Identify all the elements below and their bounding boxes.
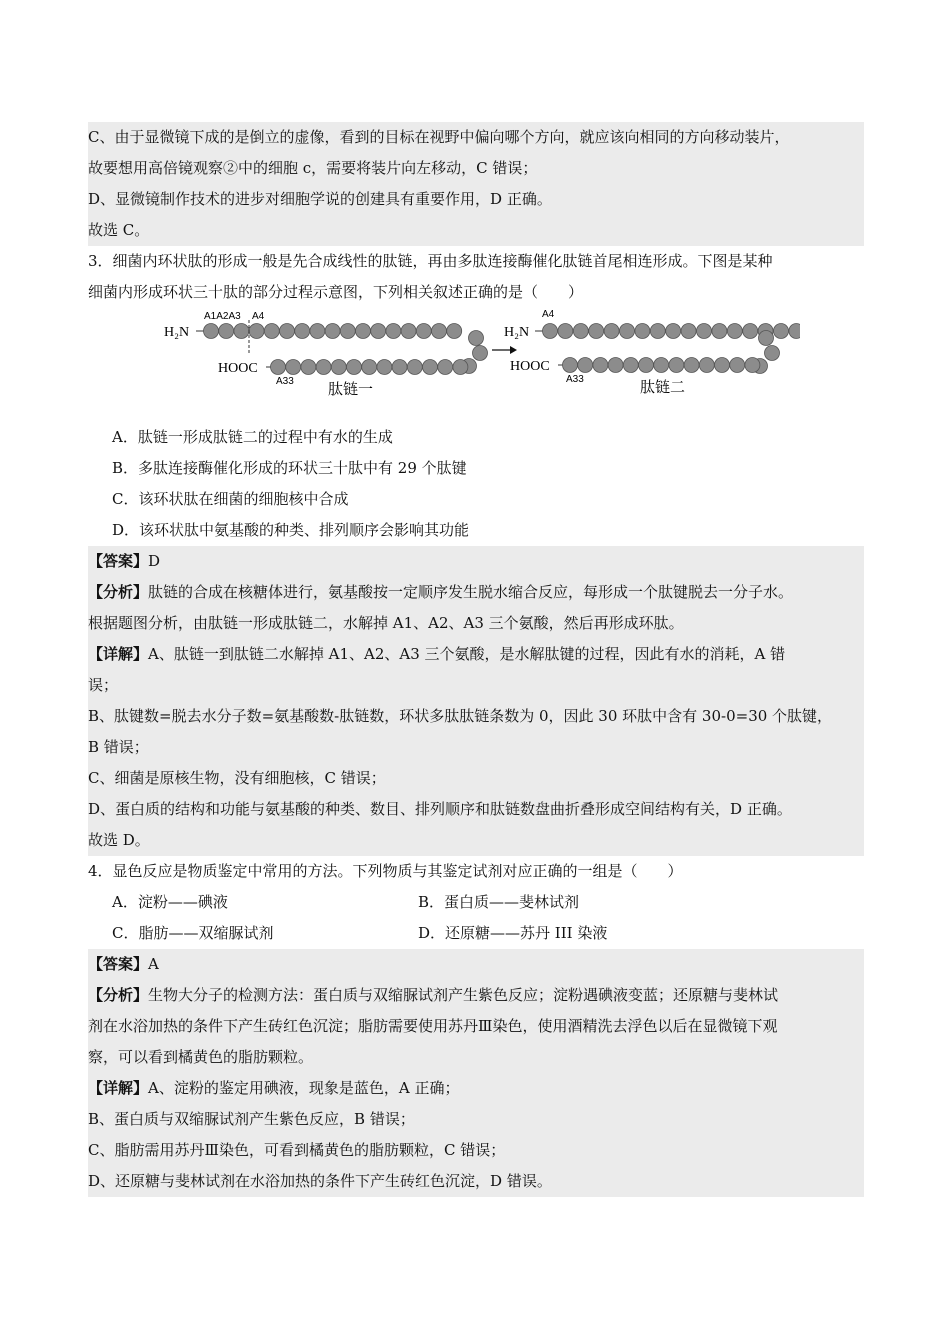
analysis-tag: 【分析】 [88,583,149,601]
amino-acid-bead [416,324,431,339]
text-line: 察，可以看到橘黄色的脂肪颗粒。 [88,1048,314,1066]
analysis-text: 生物大分子的检测方法：蛋白质与双缩脲试剂产生紫色反应；淀粉遇碘液变蓝；还原糖与斐林试 [148,986,779,1004]
amino-acid-bead [654,358,669,373]
detail-line [88,1073,864,1104]
amino-acid-bead [377,360,392,375]
document-page [88,122,864,1197]
amino-acid-bead [316,360,331,375]
question-stem: 3．细菌内环状肽的形成一般是先合成线性的肽链，再由多肽连接酶催化肽链首尾相连形成。下图是某种 [88,252,773,270]
amino-acid-bead [774,324,789,339]
amino-acid-bead [447,324,462,339]
text-line: B、蛋白质与双缩脲试剂产生紫色反应，B 错误； [88,1110,415,1128]
h2n-label-1: H₂N [164,325,190,340]
amino-acid-bead [423,360,438,375]
amino-acid-bead [623,358,638,373]
a4-label-1: A4 [252,311,265,322]
amino-acid-bead [264,324,279,339]
amino-acid-bead [371,324,386,339]
amino-acid-bead [280,324,295,339]
amino-acid-bead [543,324,558,339]
analysis-text: 肽链的合成在核糖体进行，氨基酸按一定顺序发生脱水缩合反应，每形成一个肽键脱去一分子水。 [148,583,794,601]
arrow-head [510,346,517,354]
amino-acid-bead [608,358,623,373]
text-line: 剂在水浴加热的条件下产生砖红色沉淀；脂肪需要使用苏丹Ⅲ染色，使用酒精洗去浮色以后在显微镜下观 [88,1017,778,1035]
chain-one-label: 肽链一 [328,382,374,398]
answer-block [88,949,864,1197]
chain-two-label: 肽链二 [640,380,686,396]
amino-acid-bead [578,358,593,373]
amino-acid-bead [593,358,608,373]
amino-acid-bead [699,358,714,373]
amino-acid-bead [469,331,484,346]
amino-acid-bead [407,360,422,375]
option-b: B．多肽连接酶催化形成的环状三十肽中有 29 个肽键 [112,459,467,477]
peptide-figure [88,310,864,418]
analysis-line [88,980,864,1011]
amino-acid-bead [669,358,684,373]
h2n-label-2: H₂N [504,325,530,340]
detail-line [88,639,864,670]
question-stem: 细菌内形成环状三十肽的部分过程示意图，下列相关叙述正确的是（ ） [88,283,584,301]
previous-answer-block [88,122,864,246]
detail-tag: 【详解】 [88,1079,149,1097]
hooc-label-2: HOOC [510,359,550,374]
amino-acid-bead [453,360,468,375]
option-c: C．脂肪——双缩脲试剂 [112,924,274,942]
option-a: A．淀粉——碘液 [112,893,228,911]
text-line: D、还原糖与斐林试剂在水浴加热的条件下产生砖红色沉淀，D 错误。 [88,1172,552,1190]
chain-two-beads [535,324,800,374]
amino-acid-bead [331,360,346,375]
amino-acid-bead [620,324,635,339]
answer-value: A [148,955,159,973]
peptide-diagram [160,310,800,416]
amino-acid-bead [401,324,416,339]
amino-acid-bead [356,324,371,339]
amino-acid-bead [604,324,619,339]
amino-acid-bead [730,358,745,373]
a33-label-1: A33 [276,376,294,387]
amino-acid-bead [573,324,588,339]
answer-line [88,949,864,980]
answer-block [88,546,864,856]
a33-label-2: A33 [566,374,584,385]
amino-acid-bead [759,331,774,346]
answer-tag: 【答案】 [88,552,149,570]
question-4 [88,856,864,1197]
a4-label-2: A4 [542,310,555,320]
text-line: 故选 D。 [88,831,150,849]
amino-acid-bead [386,324,401,339]
amino-acid-bead [765,346,780,361]
text-line: C、由于显微镜下成的是倒立的虚像，看到的目标在视野中偏向哪个方向，就应该向相同的方向移动装片， [88,128,790,146]
detail-text: A、淀粉的鉴定用碘液，现象是蓝色，A 正确； [148,1079,460,1097]
amino-acid-bead [727,324,742,339]
amino-acid-bead [392,360,407,375]
amino-acid-bead [286,360,301,375]
amino-acid-bead [697,324,712,339]
amino-acid-bead [438,360,453,375]
text-line: D、蛋白质的结构和功能与氨基酸的种类、数目、排列顺序和肽链数盘曲折叠形成空间结构有关，D 正确。 [88,800,792,818]
amino-acid-bead [271,360,286,375]
amino-acid-bead [234,324,249,339]
question-3 [88,246,864,856]
a1a2a3-label: A1A2A3 [204,311,241,322]
detail-text: A、肽链一到肽链二水解掉 A1、A2、A3 三个氨酸，是水解肽键的过程，因此有水的消耗，A 错 [148,645,786,663]
amino-acid-bead [301,360,316,375]
options-row-2 [88,918,864,949]
text-line: B 错误； [88,738,149,756]
amino-acid-bead [650,324,665,339]
text-line: B、肽键数=脱去水分子数=氨基酸数-肽链数，环状多肽肽链条数为 0，因此 30 环肽中含有 30-0=30 个肽键， [88,707,833,725]
analysis-tag: 【分析】 [88,986,149,1004]
amino-acid-bead [219,324,234,339]
answer-value: D [148,552,161,570]
options-row-1 [88,887,864,918]
text-line: C、脂肪需用苏丹Ⅲ染色，可看到橘黄色的脂肪颗粒，C 错误； [88,1141,506,1159]
amino-acid-bead [558,324,573,339]
text-line: 故要想用高倍镜观察②中的细胞 c，需要将装片向左移动，C 错误； [88,159,538,177]
amino-acid-bead [340,324,355,339]
amino-acid-bead [295,324,310,339]
text-line: C、细菌是原核生物，没有细胞核，C 错误； [88,769,386,787]
option-b: B．蛋白质——斐林试剂 [418,893,580,911]
amino-acid-bead [310,324,325,339]
amino-acid-bead [473,346,488,361]
answer-line [88,546,864,577]
detail-tag: 【详解】 [88,645,149,663]
amino-acid-bead [743,324,758,339]
amino-acid-bead [745,358,760,373]
text-line: 故选 C。 [88,221,150,239]
amino-acid-bead [432,324,447,339]
text-line: 根据题图分析，由肽链一形成肽链二，水解掉 A1、A2、A3 三个氨酸，然后再形成环肽。 [88,614,684,632]
amino-acid-bead [589,324,604,339]
amino-acid-bead [362,360,377,375]
answer-tag: 【答案】 [88,955,149,973]
amino-acid-bead [684,358,699,373]
amino-acid-bead [639,358,654,373]
text-line: 误； [88,676,119,694]
analysis-line [88,577,864,608]
amino-acid-bead [715,358,730,373]
amino-acid-bead [249,324,264,339]
option-d: D．该环状肽中氨基酸的种类、排列顺序会影响其功能 [112,521,470,539]
question-stem: 4．显色反应是物质鉴定中常用的方法。下列物质与其鉴定试剂对应正确的一组是（ ） [88,862,683,880]
amino-acid-bead [563,358,578,373]
option-a: A．肽链一形成肽链二的过程中有水的生成 [112,428,393,446]
amino-acid-bead [681,324,696,339]
amino-acid-bead [666,324,681,339]
amino-acid-bead [325,324,340,339]
amino-acid-bead [635,324,650,339]
option-d: D．还原糖——苏丹 III 染液 [418,924,608,942]
amino-acid-bead [347,360,362,375]
amino-acid-bead [789,324,800,339]
amino-acid-bead [712,324,727,339]
amino-acid-bead [204,324,219,339]
option-c: C．该环状肽在细菌的细胞核中合成 [112,490,349,508]
text-line: D、显微镜制作技术的进步对细胞学说的创建具有重要作用，D 正确。 [88,190,552,208]
hooc-label-1: HOOC [218,361,258,376]
